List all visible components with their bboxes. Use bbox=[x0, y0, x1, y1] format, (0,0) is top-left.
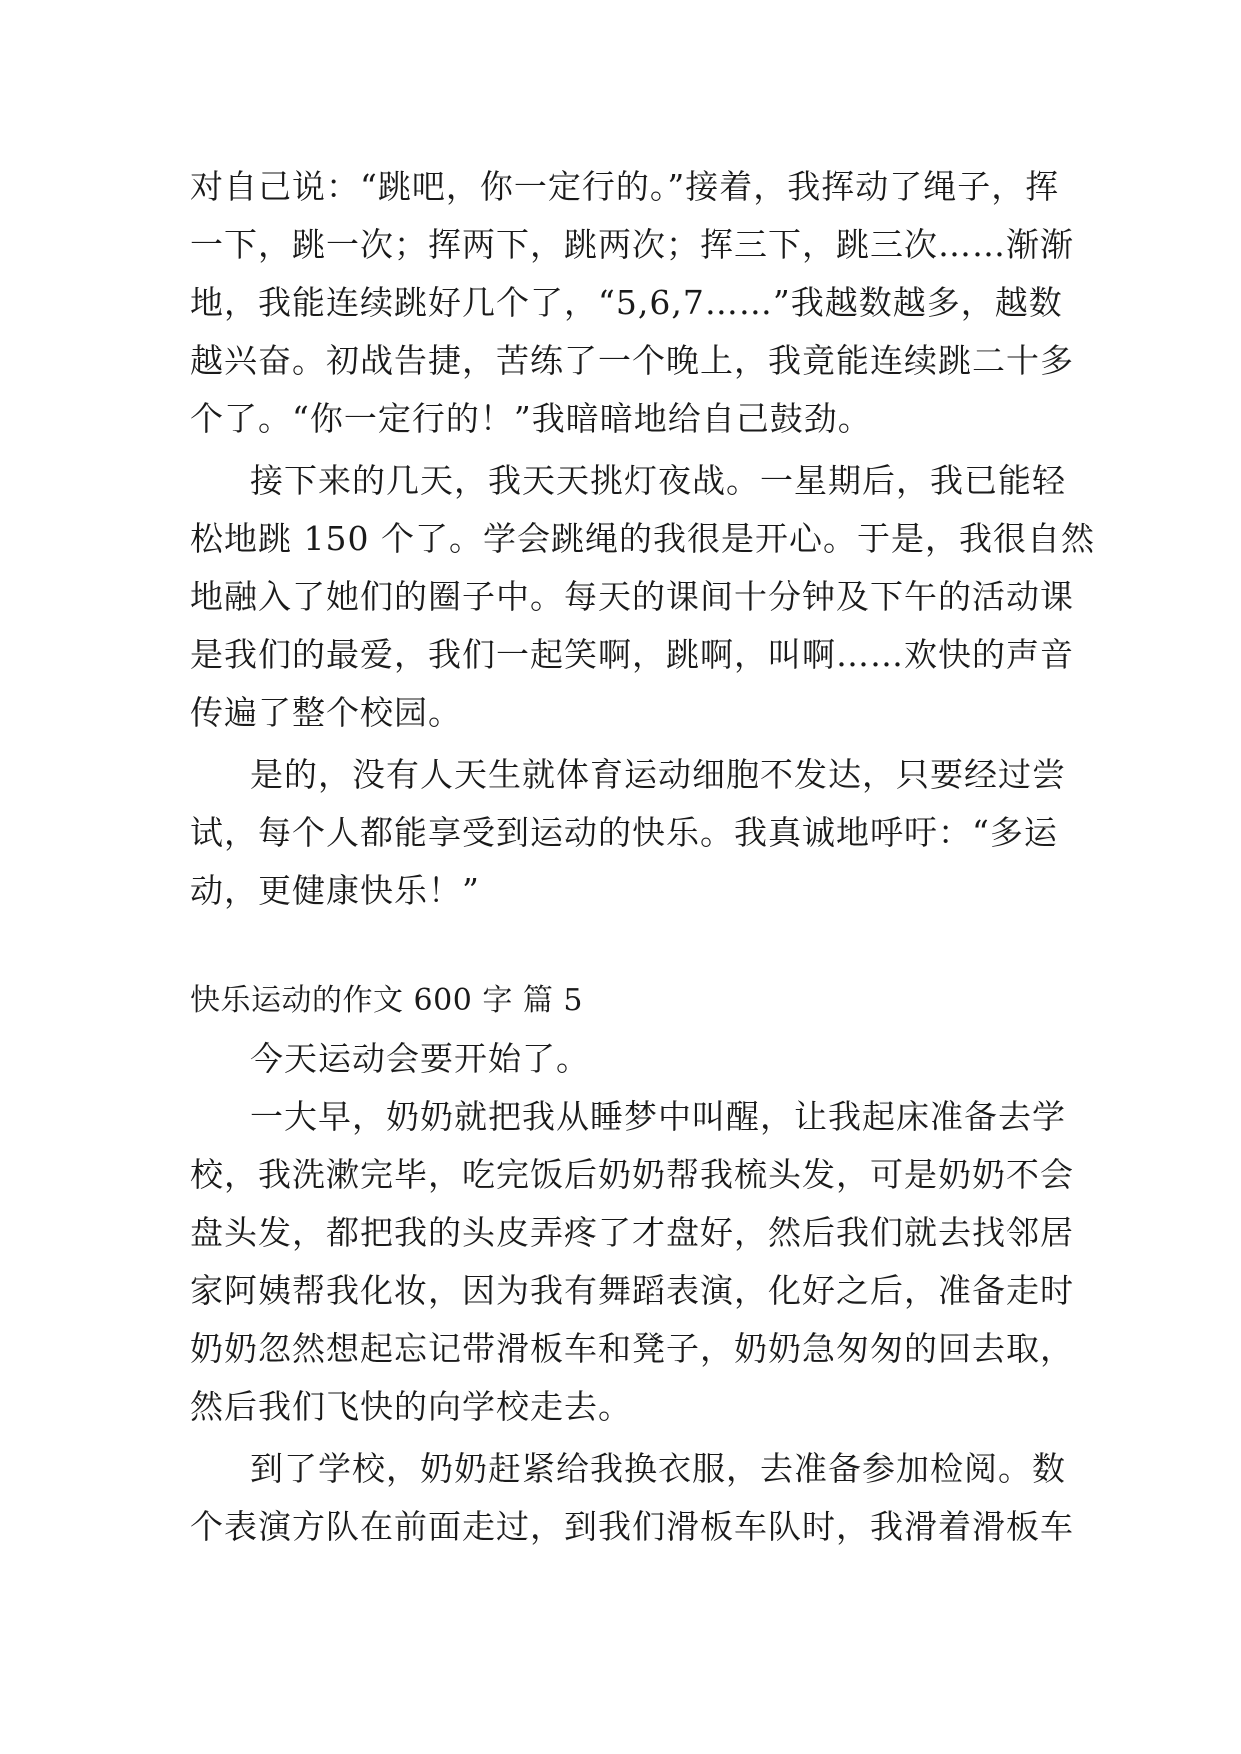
text-line: 今天运动会要开始了。 bbox=[250, 1039, 590, 1078]
text-line: 一大早，奶奶就把我从睡梦中叫醒，让我起床准备去学 bbox=[250, 1097, 1066, 1136]
text-line: 试，每个人都能享受到运动的快乐。我真诚地呼吁：“多运 bbox=[190, 813, 1058, 852]
text-line: 然后我们飞快的向学校走去。 bbox=[190, 1387, 632, 1426]
text-line: 校，我洗漱完毕，吃完饭后奶奶帮我梳头发，可是奶奶不会 bbox=[190, 1155, 1074, 1194]
text-line: 盘头发，都把我的头皮弄疼了才盘好，然后我们就去找邻居 bbox=[190, 1213, 1074, 1252]
text-line: 地，我能连续跳好几个了，“5,6,7……”我越数越多，越数 bbox=[190, 283, 1063, 322]
text-line: 是我们的最爱，我们一起笑啊，跳啊，叫啊……欢快的声音 bbox=[190, 635, 1074, 674]
text-line: 家阿姨帮我化妆，因为我有舞蹈表演，化好之后，准备走时 bbox=[190, 1271, 1074, 1310]
text-line: 到了学校，奶奶赶紧给我换衣服，去准备参加检阅。数 bbox=[250, 1449, 1066, 1488]
section-heading: 快乐运动的作文 600 字 篇 5 bbox=[190, 983, 583, 1018]
text-line: 越兴奋。初战告捷，苦练了一个晚上，我竟能连续跳二十多 bbox=[190, 341, 1074, 380]
text-line: 传遍了整个校园。 bbox=[190, 693, 462, 732]
text-line: 动，更健康快乐！” bbox=[190, 871, 480, 910]
text-line: 个了。“你一定行的！”我暗暗地给自己鼓劲。 bbox=[190, 399, 872, 438]
text-line: 奶奶忽然想起忘记带滑板车和凳子，奶奶急匆匆的回去取， bbox=[190, 1329, 1074, 1368]
text-line: 地融入了她们的圈子中。每天的课间十分钟及下午的活动课 bbox=[190, 577, 1074, 616]
text-line: 接下来的几天，我天天挑灯夜战。一星期后，我已能轻 bbox=[250, 461, 1066, 500]
text-line: 一下，跳一次；挥两下，跳两次；挥三下，跳三次……渐渐 bbox=[190, 225, 1074, 264]
text-line: 对自己说：“跳吧，你一定行的。”接着，我挥动了绳子，挥 bbox=[190, 167, 1060, 206]
text-line: 是的，没有人天生就体育运动细胞不发达，只要经过尝 bbox=[250, 755, 1066, 794]
text-line: 松地跳 150 个了。学会跳绳的我很是开心。于是，我很自然 bbox=[190, 519, 1095, 558]
text-line: 个表演方队在前面走过，到我们滑板车队时，我滑着滑板车 bbox=[190, 1507, 1074, 1546]
